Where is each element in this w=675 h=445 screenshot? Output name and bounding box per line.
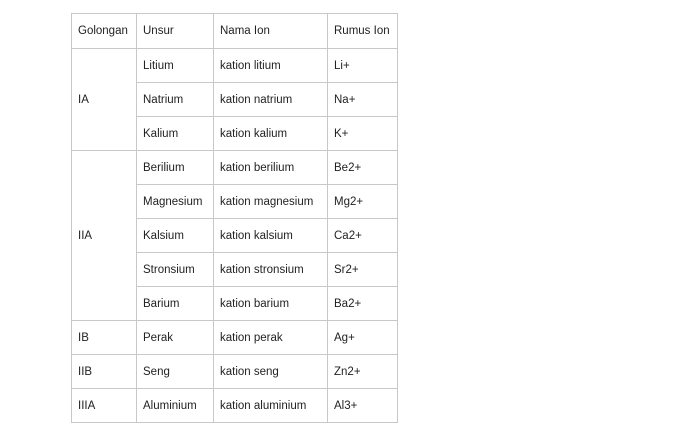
- ion-table: [71, 13, 398, 423]
- cell-unsur: Magnesium: [137, 185, 214, 219]
- cell-nama-ion: kation natrium: [214, 83, 328, 117]
- cell-nama-ion: kation berilium: [214, 151, 328, 185]
- cell-nama-ion: kation seng: [214, 355, 328, 389]
- table-row: [72, 389, 398, 423]
- cell-unsur: Kalsium: [137, 219, 214, 253]
- cell-nama-ion: kation kalium: [214, 117, 328, 151]
- cell-rumus-ion: Ba2+: [328, 287, 398, 321]
- cell-unsur: Kalium: [137, 117, 214, 151]
- table-row: [72, 321, 398, 355]
- cell-rumus-ion: Mg2+: [328, 185, 398, 219]
- table-row: [72, 49, 398, 83]
- cell-rumus-ion: Sr2+: [328, 253, 398, 287]
- cell-golongan: IIB: [72, 355, 137, 389]
- cell-nama-ion: kation magnesium: [214, 185, 328, 219]
- table-row: [72, 151, 398, 185]
- cell-unsur: Litium: [137, 49, 214, 83]
- cell-nama-ion: kation aluminium: [214, 389, 328, 423]
- cell-rumus-ion: Ca2+: [328, 219, 398, 253]
- cell-golongan: IIIA: [72, 389, 137, 423]
- ion-table-container: [71, 13, 398, 423]
- cell-rumus-ion: Zn2+: [328, 355, 398, 389]
- cell-nama-ion: kation perak: [214, 321, 328, 355]
- cell-nama-ion: kation litium: [214, 49, 328, 83]
- cell-unsur: Seng: [137, 355, 214, 389]
- header-golongan: Golongan: [72, 14, 137, 49]
- cell-rumus-ion: K+: [328, 117, 398, 151]
- cell-golongan: IB: [72, 321, 137, 355]
- cell-unsur: Natrium: [137, 83, 214, 117]
- cell-unsur: Perak: [137, 321, 214, 355]
- cell-rumus-ion: Al3+: [328, 389, 398, 423]
- cell-golongan: IIA: [72, 151, 137, 321]
- cell-unsur: Aluminium: [137, 389, 214, 423]
- cell-rumus-ion: Li+: [328, 49, 398, 83]
- table-header-row: [72, 14, 398, 49]
- table-body: [72, 49, 398, 423]
- cell-unsur: Berilium: [137, 151, 214, 185]
- header-nama-ion: Nama Ion: [214, 14, 328, 49]
- cell-nama-ion: kation stronsium: [214, 253, 328, 287]
- cell-nama-ion: kation barium: [214, 287, 328, 321]
- cell-nama-ion: kation kalsium: [214, 219, 328, 253]
- cell-rumus-ion: Na+: [328, 83, 398, 117]
- header-rumus-ion: Rumus Ion: [328, 14, 398, 49]
- header-unsur: Unsur: [137, 14, 214, 49]
- cell-rumus-ion: Be2+: [328, 151, 398, 185]
- cell-unsur: Stronsium: [137, 253, 214, 287]
- cell-golongan: IA: [72, 49, 137, 151]
- cell-rumus-ion: Ag+: [328, 321, 398, 355]
- table-row: [72, 355, 398, 389]
- cell-unsur: Barium: [137, 287, 214, 321]
